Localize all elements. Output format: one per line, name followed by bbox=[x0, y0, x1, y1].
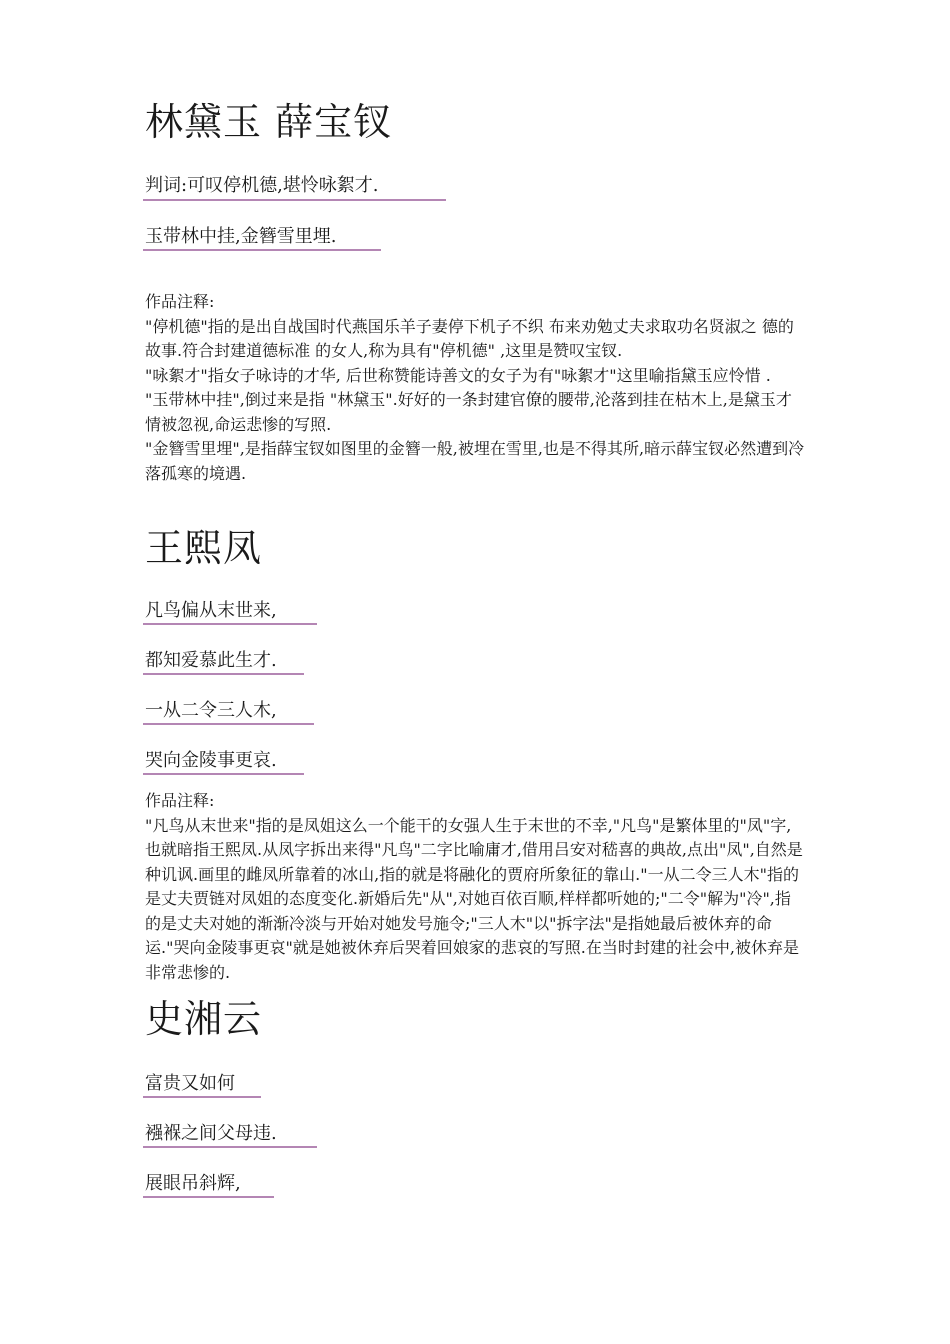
verse-line: 都知爱慕此生才. bbox=[145, 650, 277, 671]
verse-line: 玉带林中挂,金簪雪里埋. bbox=[145, 226, 337, 247]
note-paragraph: "金簪雪里埋",是指薛宝钗如图里的金簪一般,被埋在雪里,也是不得其所,暗示薛宝钗必然遭到冷落孤寒的境遇. bbox=[145, 439, 805, 483]
notes-block bbox=[145, 789, 805, 985]
note-paragraph: "玉带林中挂",倒过来是指 "林黛玉".好好的一条封建官僚的腰带,沦落到挂在枯木上,是黛玉才情被忽视,命运悲惨的写照. bbox=[145, 390, 792, 434]
verse-line: 判词:可叹停机德,堪怜咏絮才. bbox=[145, 175, 379, 196]
verse-line: 襁褓之间父母违. bbox=[145, 1123, 277, 1144]
verse-line: 一从二令三人木, bbox=[145, 700, 277, 721]
verse-underline bbox=[143, 249, 381, 251]
section-title-shi-xiangyun: 史湘云 bbox=[145, 997, 263, 1041]
notes-heading: 作品注释: bbox=[145, 791, 215, 810]
verse-underline bbox=[143, 673, 304, 675]
section-title-wang-xifeng: 王熙凤 bbox=[145, 526, 263, 570]
verse-line: 富贵又如何 bbox=[145, 1073, 235, 1094]
verse-line: 凡鸟偏从末世来, bbox=[145, 600, 277, 621]
note-paragraph: "凡鸟从末世来"指的是凤姐这么一个能干的女强人生于末世的不幸,"凡鸟"是繁体里的"凤"字,也就暗指王熙凤.从凤字拆出来得"凡鸟"二字比喻庸才,借用吕安对嵇喜的典故,点出"凤",自然是种讥讽.画里的雌凤所靠着的冰山,指的就是将融化的贾府所象征的靠山."一从二令三人木"指的是丈夫贾链对凤姐的态度变化.新婚后先"从",对她百依百顺,样样都听她的;"二令"解为"冷",指的是丈夫对她的渐渐冷淡与开始对她发号施令;"三人木"以"拆字法"是指她最后被休弃的命运."哭向金陵事更哀"就是她被休弃后哭着回娘家的悲哀的写照.在当时封建的社会中,被休弃是非常悲惨的. bbox=[145, 815, 803, 982]
verse-underline bbox=[143, 199, 446, 201]
verse-underline bbox=[143, 1096, 261, 1098]
verse-underline bbox=[143, 723, 314, 725]
verse-underline bbox=[143, 1196, 274, 1198]
notes-block bbox=[145, 290, 805, 486]
verse-line: 展眼吊斜辉, bbox=[145, 1173, 241, 1194]
note-paragraph: "停机德"指的是出自战国时代燕国乐羊子妻停下机子不织 布来劝勉丈夫求取功名贤淑之 德的故事.符合封建道德标准 的女人,称为具有"停机德" ,这里是赞叹宝钗. bbox=[145, 316, 794, 360]
verse-underline bbox=[143, 1146, 317, 1148]
verse-underline bbox=[143, 623, 317, 625]
verse-underline bbox=[143, 773, 304, 775]
section-title-lin-xue: 林黛玉 薛宝钗 bbox=[145, 100, 393, 144]
verse-line: 哭向金陵事更哀. bbox=[145, 750, 277, 771]
notes-heading: 作品注释: bbox=[145, 292, 215, 311]
note-paragraph: "咏絮才"指女子咏诗的才华, 后世称赞能诗善文的女子为有"咏絮才"这里喻指黛玉应怜惜 . bbox=[145, 365, 771, 385]
